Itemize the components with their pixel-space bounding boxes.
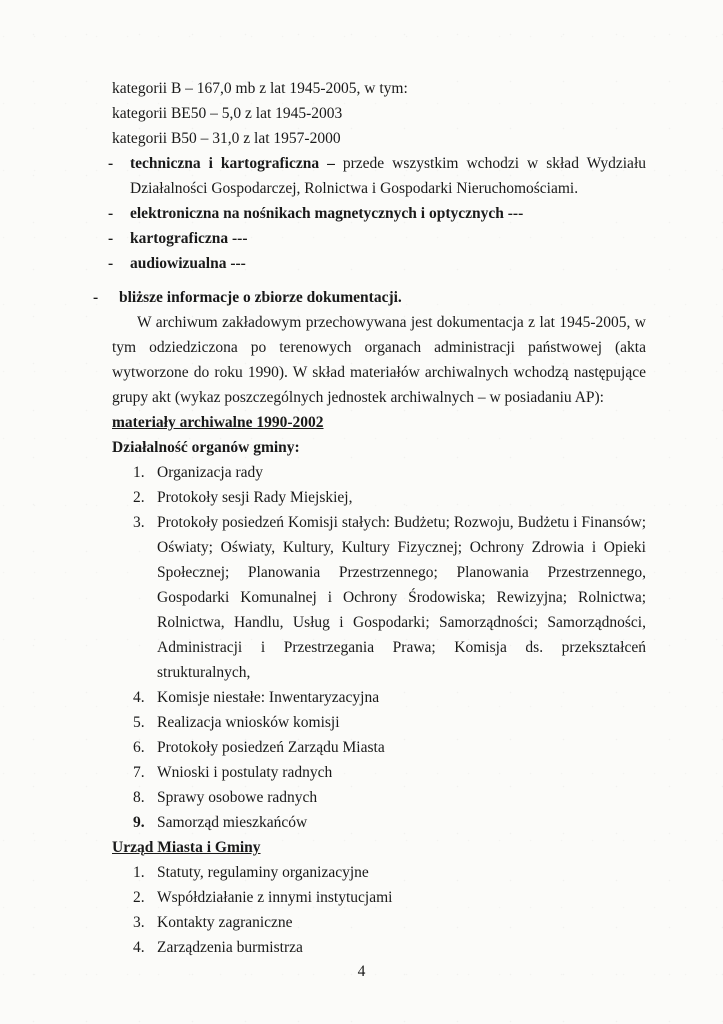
page-number: 4 xyxy=(357,963,366,980)
bullet-dash: - xyxy=(108,205,114,222)
list-item-text: Współdziałanie z innymi instytucjami xyxy=(157,889,393,906)
bullet-dash: - xyxy=(93,289,99,306)
paragraph-archiwum: W archiwum zakładowym przechowywana jest dokumentacja z lat 1945-2005, w tym odziedziczona po terenowych organach administracji państwowej (akta wytworzone do roku 1990). W skład materiałów archiwalnych wchodzą następujące grupy akt (wykaz poszczególnych jednostek archiwalnych – w posiadaniu AP): xyxy=(112,314,646,406)
bullet-item-elektroniczna xyxy=(108,201,646,226)
bullet-text: techniczna i kartograficzna – przede wszystkim wchodzi w skład Wydziału Działalności Gospodarczej, Rolnictwa i Gospodarki Nieruchomościami. xyxy=(130,155,646,197)
list-item-number: 7. xyxy=(133,764,145,781)
list-item xyxy=(133,485,646,510)
list-item xyxy=(133,510,646,685)
list-item-text: Realizacja wniosków komisji xyxy=(157,714,340,731)
bullet-dash: - xyxy=(108,255,114,272)
list-item-number: 2. xyxy=(133,889,145,906)
list-item-number: 3. xyxy=(133,514,145,531)
bullet-item-audiowizualna xyxy=(108,251,646,276)
list-item-text: Protokoły posiedzeń Komisji stałych: Budżetu; Rozwoju, Budżetu i Finansów; Oświaty; Oświaty, Kultury, Kultury Fizycznej; Ochrony Zdrowia i Opieki Społecznej; Planowania Przestrzennego; Planowania Przestrzennego, Gospodarki Komunalnej i Ochrony Środowiska; Rewizyjna; Rolnictwa; Rolnictwa, Handlu, Usług i Gospodarki; Samorządności; Samorządności, Administracji i Przestrzegania Prawa; Komisja ds. przekształceń strukturalnych, xyxy=(157,514,646,681)
list-item-text: Zarządzenia burmistrza xyxy=(157,939,303,956)
section-heading-urzad: Urząd Miasta i Gminy xyxy=(112,839,261,856)
list-item xyxy=(133,710,646,735)
bullet-text: bliższe informacje o zbiorze dokumentacji. xyxy=(119,289,402,306)
section-subheading-dzialalnosc: Działalność organów gminy: xyxy=(112,439,300,456)
bullet-text: audiowizualna --- xyxy=(130,255,246,272)
list-item-number: 4. xyxy=(133,689,145,706)
list-item-text: Komisje niestałe: Inwentaryzacyjna xyxy=(157,689,380,706)
list-item-number: 4. xyxy=(133,939,145,956)
list-item-text: Sprawy osobowe radnych xyxy=(157,789,318,806)
section-heading-materialy: materiały archiwalne 1990-2002 xyxy=(112,414,324,431)
bullet-dash: - xyxy=(108,230,114,247)
bullet-item-techniczna xyxy=(108,151,646,201)
category-line: kategorii BE50 – 5,0 z lat 1945-2003 xyxy=(112,105,343,122)
list-item-number: 1. xyxy=(133,864,145,881)
bullet-text: elektroniczna na nośnikach magnetycznych i optycznych --- xyxy=(130,205,524,222)
bullet-item-kartograficzna xyxy=(108,226,646,251)
bullet-text: kartograficzna --- xyxy=(130,230,248,247)
list-item-text: Organizacja rady xyxy=(157,464,264,481)
list-item-text: Wnioski i postulaty radnych xyxy=(157,764,333,781)
list-item-number: 1. xyxy=(133,464,145,481)
list-item xyxy=(133,860,646,885)
category-line: kategorii B50 – 31,0 z lat 1957-2000 xyxy=(112,130,341,147)
list-item xyxy=(133,885,646,910)
list-item-text: Samorząd mieszkańców xyxy=(157,814,308,831)
list-item xyxy=(133,910,646,935)
list-item-text: Kontakty zagraniczne xyxy=(157,914,293,931)
category-line: kategorii B – 167,0 mb z lat 1945-2005, w tym: xyxy=(112,80,408,97)
bullet-item-blizsze-informacje xyxy=(93,285,646,310)
list-item xyxy=(133,810,646,835)
list-item xyxy=(133,785,646,810)
bullet-dash: - xyxy=(108,155,114,172)
list-item-text: Protokoły posiedzeń Zarządu Miasta xyxy=(157,739,385,756)
list-item-number: 2. xyxy=(133,489,145,506)
list-item xyxy=(133,685,646,710)
list-item-text: Protokoły sesji Rady Miejskiej, xyxy=(157,489,353,506)
list-item-number: 6. xyxy=(133,739,145,756)
list-item-number: 5. xyxy=(133,714,145,731)
list-item-number: 8. xyxy=(133,789,145,806)
list-item-number: 9. xyxy=(133,814,145,831)
list-item xyxy=(133,460,646,485)
list-item xyxy=(133,735,646,760)
list-item xyxy=(133,760,646,785)
list-item xyxy=(133,935,646,960)
list-item-text: Statuty, regulaminy organizacyjne xyxy=(157,864,369,881)
list-item-number: 3. xyxy=(133,914,145,931)
